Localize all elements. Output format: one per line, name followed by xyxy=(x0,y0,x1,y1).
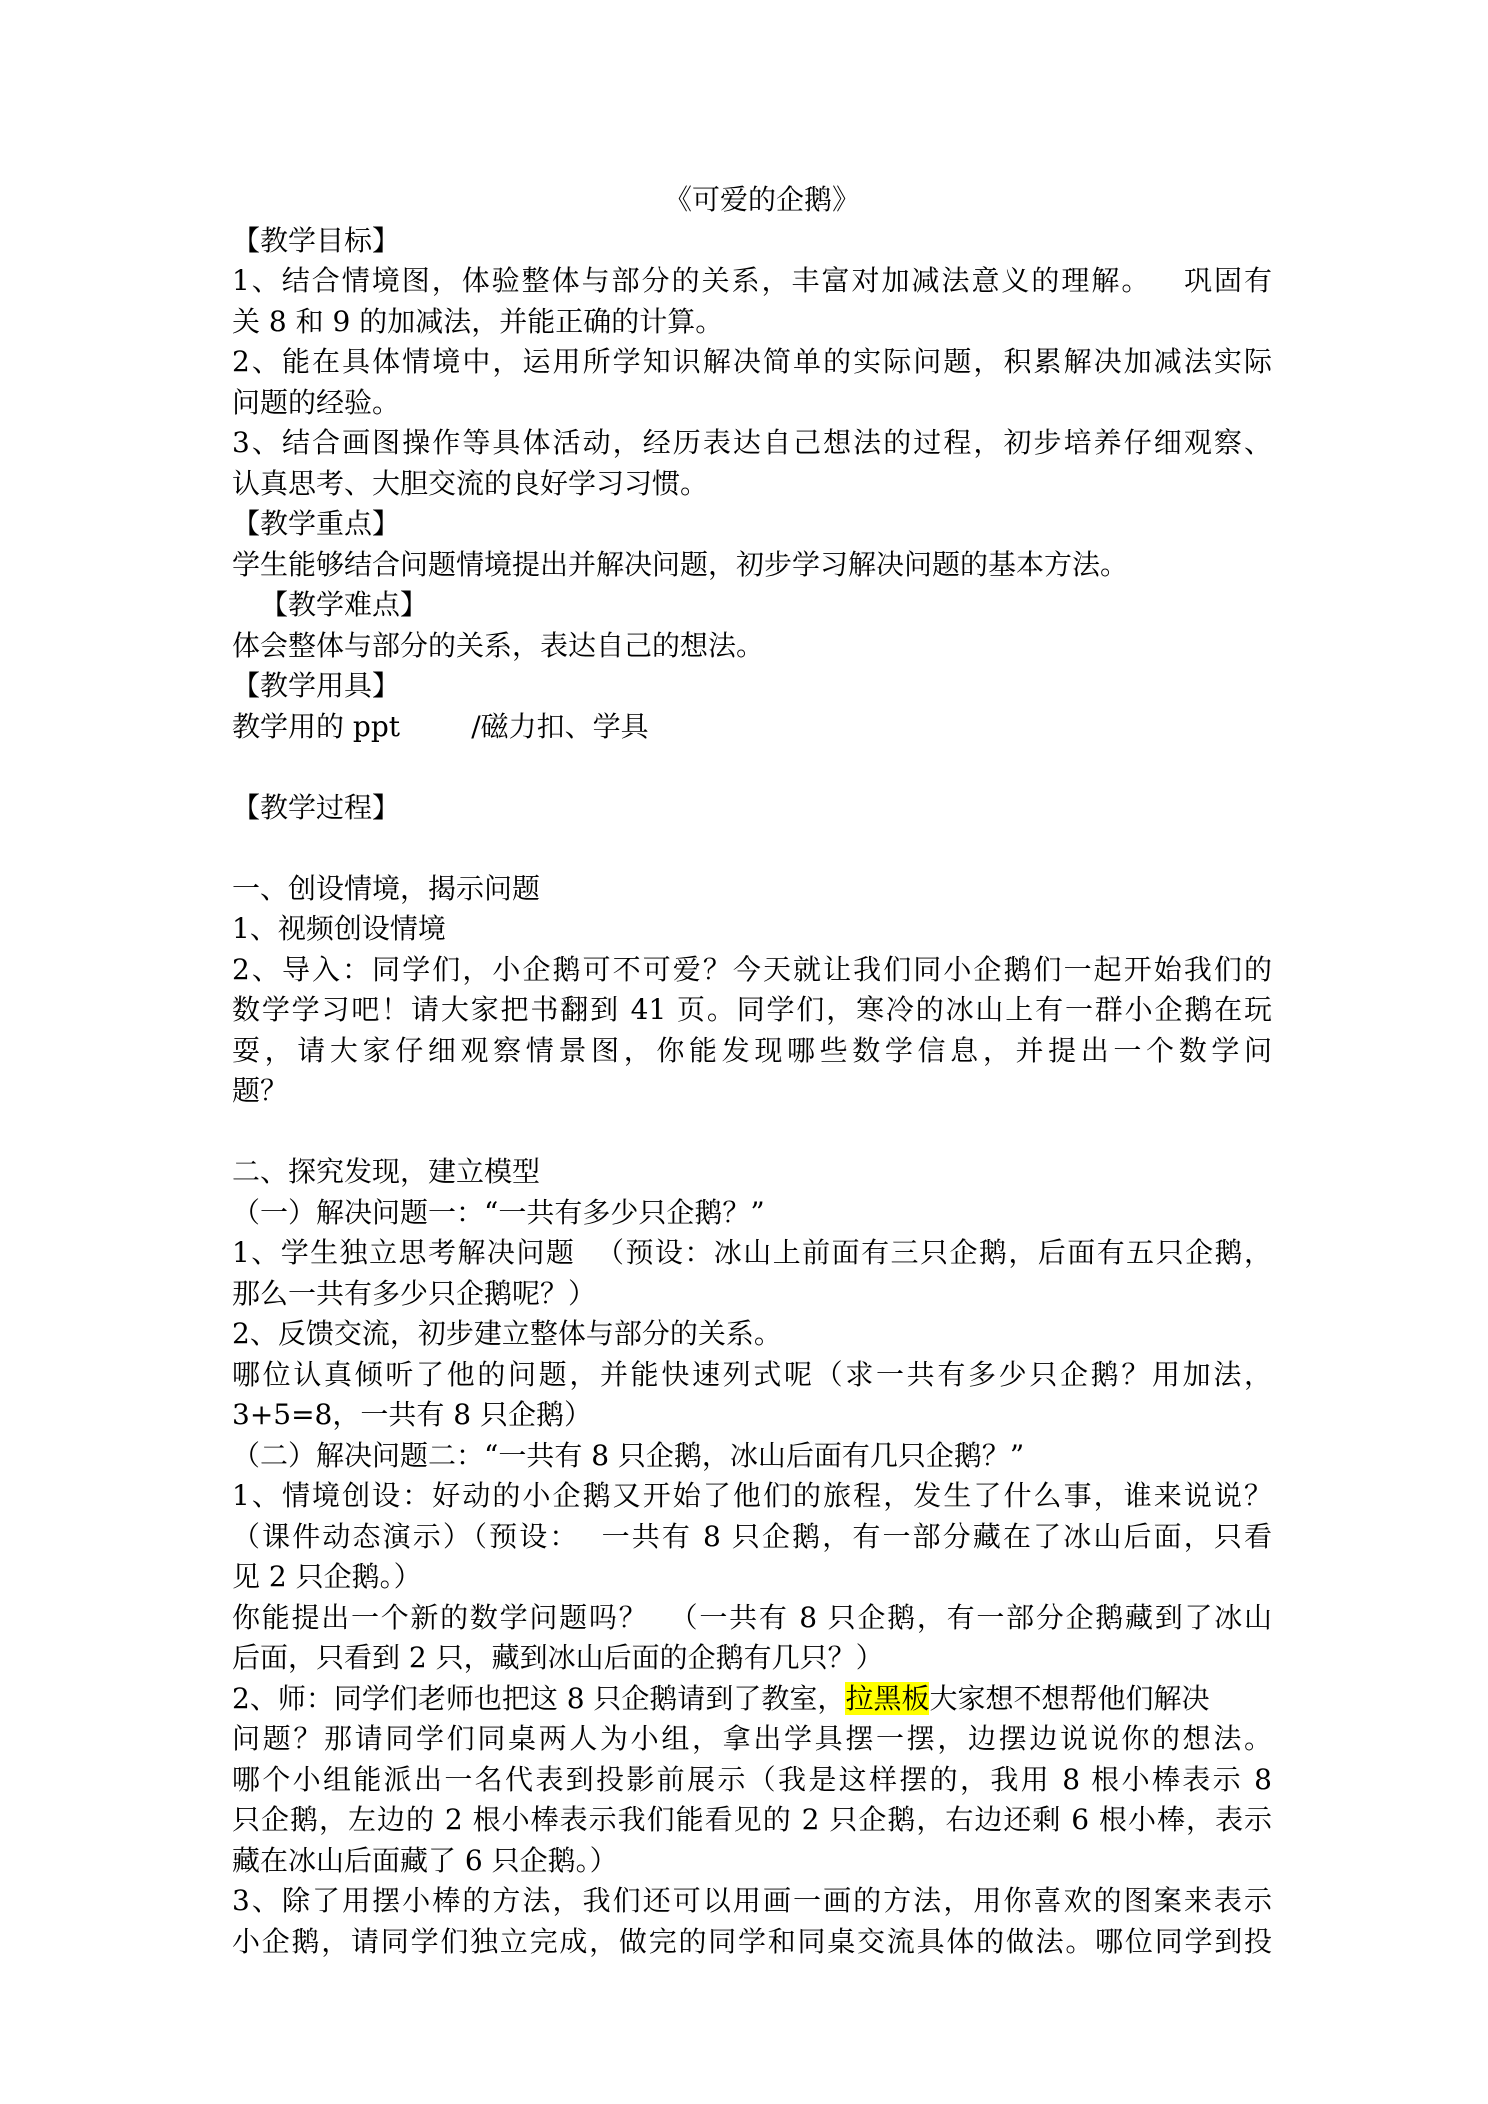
key-points-text: 学生能够结合问题情境提出并解决问题，初步学习解决问题的基本方法。 xyxy=(232,547,1129,581)
q2-line: 只企鹅，左边的 2 根小棒表示我们能看见的 2 只企鹅，右边还剩 6 根小棒，表示 xyxy=(232,1803,1272,1836)
q2-line-end: 大家想不想帮他们解决 xyxy=(929,1681,1210,1715)
q2-line: 3、除了用摆小棒的方法，我们还可以用画一画的方法，用你喜欢的图案来表示 xyxy=(232,1884,1272,1917)
spacer xyxy=(232,747,1272,788)
part2-heading: 二、探究发现，建立模型 xyxy=(232,1155,541,1188)
part1-line: 题？ xyxy=(232,1074,289,1107)
part1-line: 耍，请大家仔细观察情景图，你能发现哪些数学信息，并提出一个数学问 xyxy=(232,1033,1272,1067)
q2-line: 问题？那请同学们同桌两人为小组，拿出学具摆一摆，边摆边说说你的想法。 xyxy=(232,1722,1272,1755)
difficulties-heading: 【教学难点】 xyxy=(260,588,429,621)
spacer xyxy=(232,828,1272,869)
q2-highlight-line xyxy=(232,1679,1272,1720)
q1-line: 那么一共有多少只企鹅呢？） xyxy=(232,1276,597,1310)
tools-text: 教学用的 ppt /磁力扣、学具 xyxy=(232,709,649,743)
q1-heading: （一）解决问题一：“一共有多少只企鹅？” xyxy=(232,1195,765,1229)
part1-heading: 一、创设情境，揭示问题 xyxy=(232,871,541,905)
goals-line: 认真思考、大胆交流的良好学习习惯。 xyxy=(232,466,709,500)
q2-line: 你能提出一个新的数学问题吗？ （一共有 8 只企鹅，有一部分企鹅藏到了冰山 xyxy=(232,1600,1272,1634)
q2-line: （课件动态演示）（预设： 一共有 8 只企鹅，有一部分藏在了冰山后面，只看 xyxy=(232,1519,1272,1553)
difficulties-text: 体会整体与部分的关系，表达自己的想法。 xyxy=(232,628,765,662)
goals-line: 3、结合画图操作等具体活动，经历表达自己想法的过程，初步培养仔细观察、 xyxy=(232,426,1272,459)
q2-line: 藏在冰山后面藏了 6 只企鹅。） xyxy=(232,1843,618,1877)
doc-title: 《可爱的企鹅》 xyxy=(663,183,860,216)
goals-heading: 【教学目标】 xyxy=(232,223,401,257)
document-page xyxy=(232,180,1272,1962)
q1-line: 2、反馈交流，初步建立整体与部分的关系。 xyxy=(232,1317,782,1350)
goals-line: 2、能在具体情境中，运用所学知识解决简单的实际问题，积累解决加减法实际 xyxy=(232,345,1272,378)
q1-line: 哪位认真倾听了他的问题，并能快速列式呢（求一共有多少只企鹅？用加法， xyxy=(232,1357,1272,1391)
highlighted-text: 拉黑板 xyxy=(845,1681,930,1715)
q2-line-start: 2、师：同学们老师也把这 8 只企鹅请到了教室， xyxy=(232,1681,846,1715)
q2-line: 后面，只看到 2 只，藏到冰山后面的企鹅有几只？） xyxy=(232,1641,884,1674)
part1-line: 1、视频创设情境 xyxy=(232,912,446,945)
part1-line: 数学学习吧！请大家把书翻到 41 页。同学们，寒冷的冰山上有一群小企鹅在玩 xyxy=(232,993,1272,1026)
goals-line: 问题的经验。 xyxy=(232,385,401,419)
q2-line: 见 2 只企鹅。） xyxy=(232,1560,422,1593)
q2-heading: （二）解决问题二：“一共有 8 只企鹅，冰山后面有几只企鹅？” xyxy=(232,1438,1025,1472)
goals-line: 关 8 和 9 的加减法，并能正确的计算。 xyxy=(232,304,724,338)
q2-line: 1、情境创设：好动的小企鹅又开始了他们的旅程，发生了什么事，谁来说说？ xyxy=(232,1479,1272,1512)
part1-line: 2、导入：同学们，小企鹅可不可爱？今天就让我们同小企鹅们一起开始我们的 xyxy=(232,952,1272,986)
process-heading: 【教学过程】 xyxy=(232,790,401,824)
q1-line: 1、学生独立思考解决问题 （预设：冰山上前面有三只企鹅，后面有五只企鹅， xyxy=(232,1236,1272,1269)
q1-line: 3+5=8，一共有 8 只企鹅） xyxy=(232,1398,592,1431)
goals-line: 1、结合情境图，体验整体与部分的关系，丰富对加减法意义的理解。 巩固有 xyxy=(232,264,1272,297)
q2-line: 小企鹅，请同学们独立完成，做完的同学和同桌交流具体的做法。哪位同学到投 xyxy=(232,1924,1272,1958)
spacer xyxy=(232,1112,1272,1153)
tools-heading: 【教学用具】 xyxy=(232,669,401,702)
q2-line: 哪个小组能派出一名代表到投影前展示（我是这样摆的，我用 8 根小棒表示 8 xyxy=(232,1762,1272,1796)
key-points-heading: 【教学重点】 xyxy=(232,507,401,540)
